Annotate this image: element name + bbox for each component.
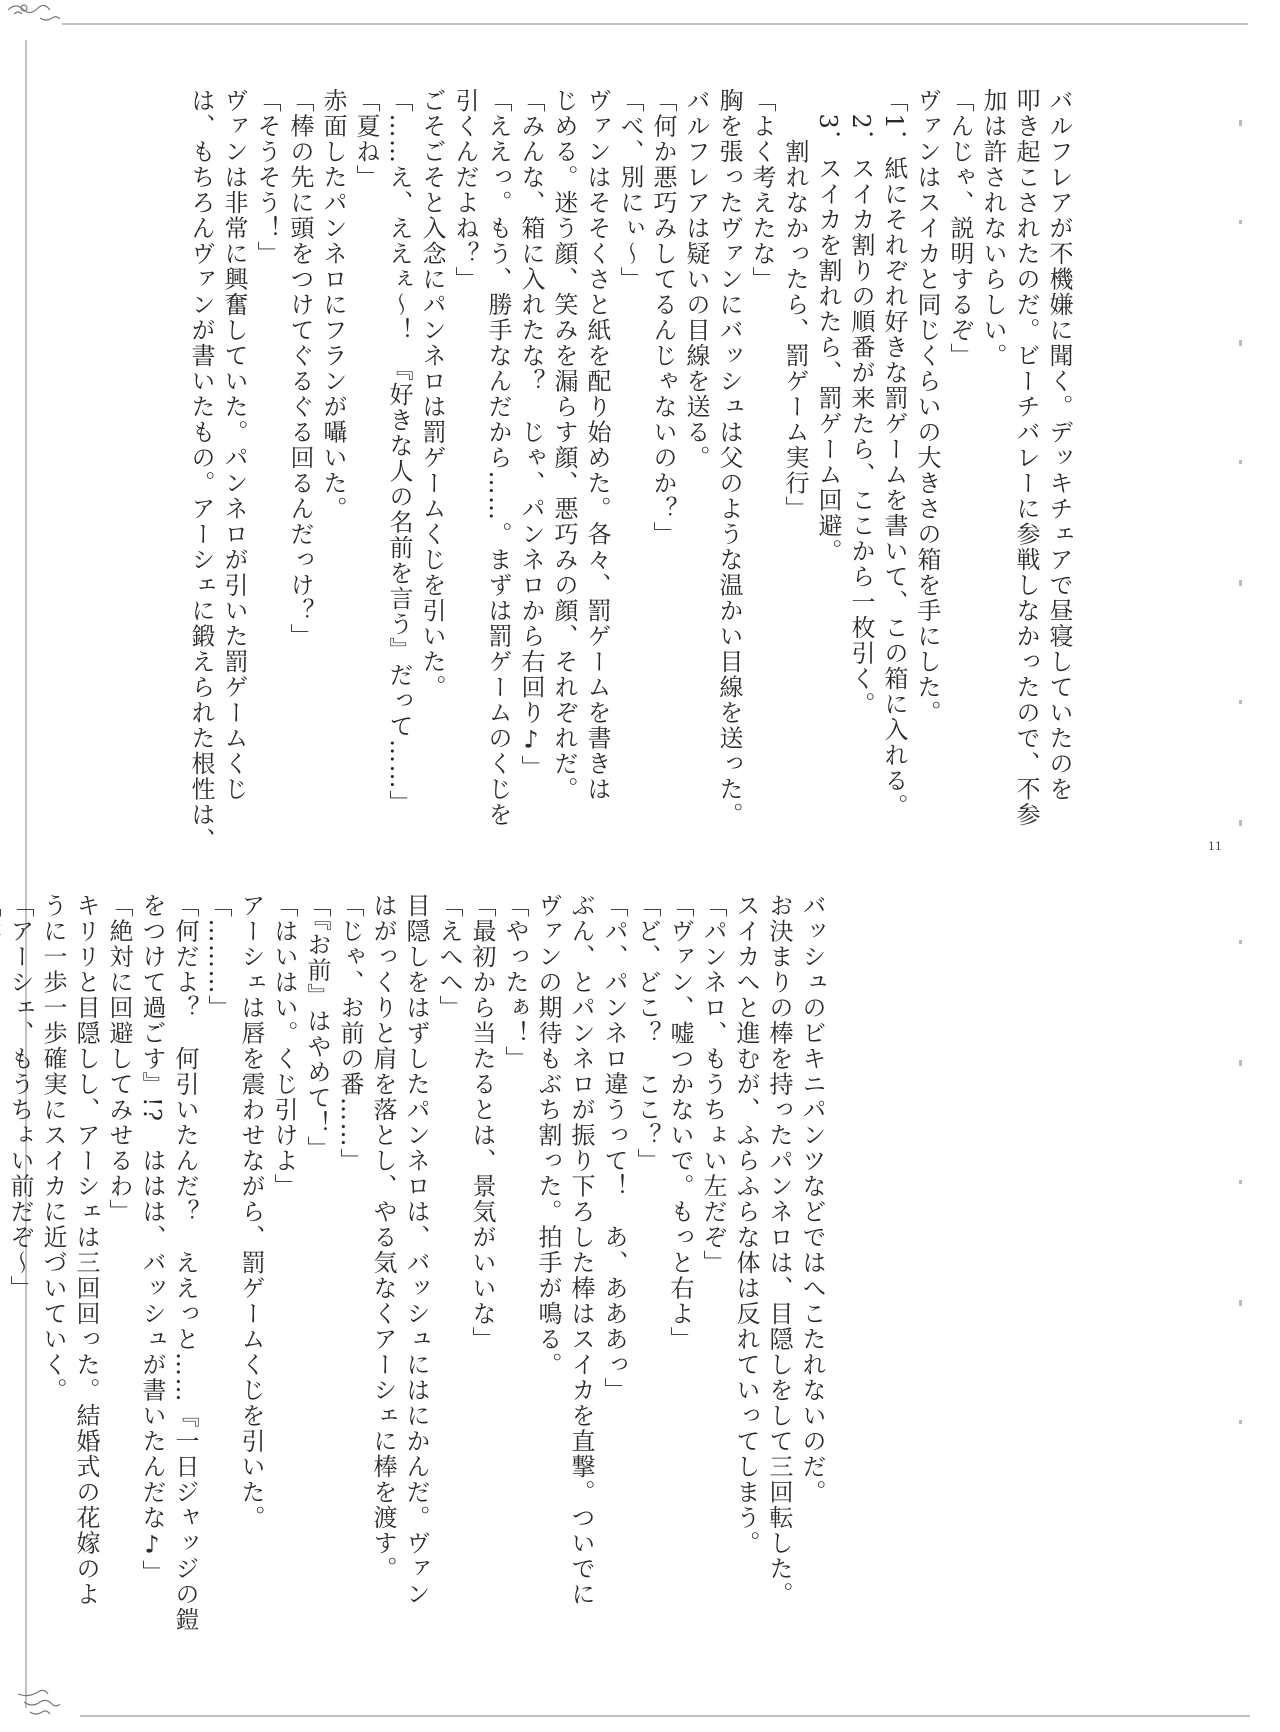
corner-ornament-bottom-left: [18, 1690, 60, 1714]
text-line: ヴァンはスイカと同じくらいの大きさの箱を手にした。: [913, 88, 941, 726]
text-line: 「何だよ？ 何引いたんだ？ ええっと……『一日ジャッジの鎧: [171, 893, 199, 1633]
text-line: 加は許されないらしい。: [979, 88, 1007, 369]
text-line: 赤面したパンネロにフランが囁いた。: [319, 88, 347, 522]
text-line: 3．スイカを割れたら、罰ゲーム回避。: [814, 88, 842, 564]
text-line: 「………」: [204, 893, 232, 1021]
text-block-bottom: [6, 893, 828, 1663]
text-line: 「ええっ。もう、勝手なんだから……。まずは罰ゲームのくじを: [484, 88, 512, 828]
text-line: 「ヴァン、嘘つかないで。もっと右よ」: [666, 893, 694, 1352]
text-line: をつけて過ごす』!? ははは、バッシュが書いたんだな♪」: [138, 893, 166, 1586]
text-line: 「ど、どこ？ ここ？」: [633, 893, 661, 1174]
text-line: 「よく考えたな」: [748, 88, 776, 292]
text-line: アーシェは唇を震わせながら、罰ゲームくじを引いた。: [237, 893, 265, 1531]
text-line: 「棒の先に頭をつけてぐるぐる回るんだっけ？」: [286, 88, 314, 649]
text-line: 「やったぁ！」: [501, 893, 529, 1072]
text-line: 割れなかったら、罰ゲーム実行」: [781, 88, 809, 522]
text-line: は、もちろんヴァンが書いたもの。アーシェに鍛えられた根性は、: [187, 88, 215, 853]
text-line: 「『お前』はやめて！」: [303, 893, 331, 1162]
text-line: バルフレアが不機嫌に聞く。デッキチェアで昼寝していたのを: [1045, 88, 1073, 802]
text-line: 目隠しをはずしたパンネロは、バッシュにはにかんだ。ヴァン: [402, 893, 430, 1607]
text-line: 「最初から当たるとは、景気がいいな」: [468, 893, 496, 1352]
text-line: 「絶対に回避してみせるわ」: [105, 893, 133, 1225]
text-line: 2．スイカ割りの順番が来たら、ここから一枚引く。: [847, 88, 875, 717]
text-line: ヴァンは非常に興奮していた。パンネロが引いた罰ゲームくじ: [220, 88, 248, 802]
text-line: 「パンネロ、もうちょい左だぞ」: [699, 893, 727, 1276]
text-line: ごそごそと入念にパンネロは罰ゲームくじを引いた。: [418, 88, 446, 700]
text-line: 「そうそう！」: [253, 88, 281, 267]
text-line: 引くんだよね？」: [451, 88, 479, 292]
text-line: はがっくりと肩を落とし、やる気なくアーシェに棒を渡す。: [369, 893, 397, 1582]
right-edge-marks: [1238, 100, 1244, 1460]
text-line: ヴァンはそそくさと紙を配り始めた。各々、罰ゲームを書きは: [583, 88, 611, 802]
text-line: バッシュのビキニパンツなどではへこたれないのだ。: [798, 893, 826, 1505]
text-line: 「……え、ええぇ～！ 『好きな人の名前を言う』だって……」: [385, 88, 413, 816]
text-line: 「みんな、箱に入れたな？ じゃ、パンネロから右回り♪」: [517, 88, 545, 781]
text-line: お決まりの棒を持ったパンネロは、目隠しをして三回転した。: [765, 893, 793, 1607]
text-line: じめる。迷う顔、笑みを漏らす顔、悪巧みの顔、それぞれだ。: [550, 88, 578, 802]
text-line: 「はいはい。くじ引けよ」: [270, 893, 298, 1199]
text-line: 「べ、別にぃ～」: [616, 88, 644, 292]
text-line: うに一歩一歩確実にスイカに近づいていく。: [39, 893, 67, 1403]
text-block-top: [75, 88, 1075, 858]
text-line: 「夏ね」: [352, 88, 380, 190]
text-line: 「じゃ、お前の番……」: [336, 893, 364, 1174]
text-line: バルフレアは疑いの目線を送る。: [682, 88, 710, 471]
text-line: 「パ、パンネロ違うって！ あ、あああっ」: [600, 893, 628, 1403]
text-line: 「んじゃ、説明するぞ」: [946, 88, 974, 369]
text-line: 「何か悪巧みしてるんじゃないのか？」: [649, 88, 677, 547]
text-line: 叩き起こされたのだ。ビーチバレーに参戦しなかったので、不参: [1012, 88, 1040, 828]
text-line: 「えへへ」: [435, 893, 463, 1021]
text-line: 「1．紙にそれぞれ好きな罰ゲームを書いて、この箱に入れる。: [880, 88, 908, 819]
text-line: ヴァンの期待もぶち割った。拍手が鳴る。: [534, 893, 562, 1378]
text-line: スイカへと進むが、ふらふらな体は反れていってしまう。: [732, 893, 760, 1556]
page-number: 11: [1208, 840, 1222, 853]
text-line: 「アーシェ、もうちょい前だぞ～」: [6, 893, 34, 1301]
text-line: ぶん、とパンネロが振り下ろした棒はスイカを直撃。ついでに: [567, 893, 595, 1607]
corner-ornament-top-left: [8, 5, 60, 20]
text-line: 胸を張ったヴァンにバッシュは父のような温かい目線を送った。: [715, 88, 743, 828]
text-line: キリリと目隠しし、アーシェは三回回った。結婚式の花嫁のよ: [72, 893, 100, 1607]
